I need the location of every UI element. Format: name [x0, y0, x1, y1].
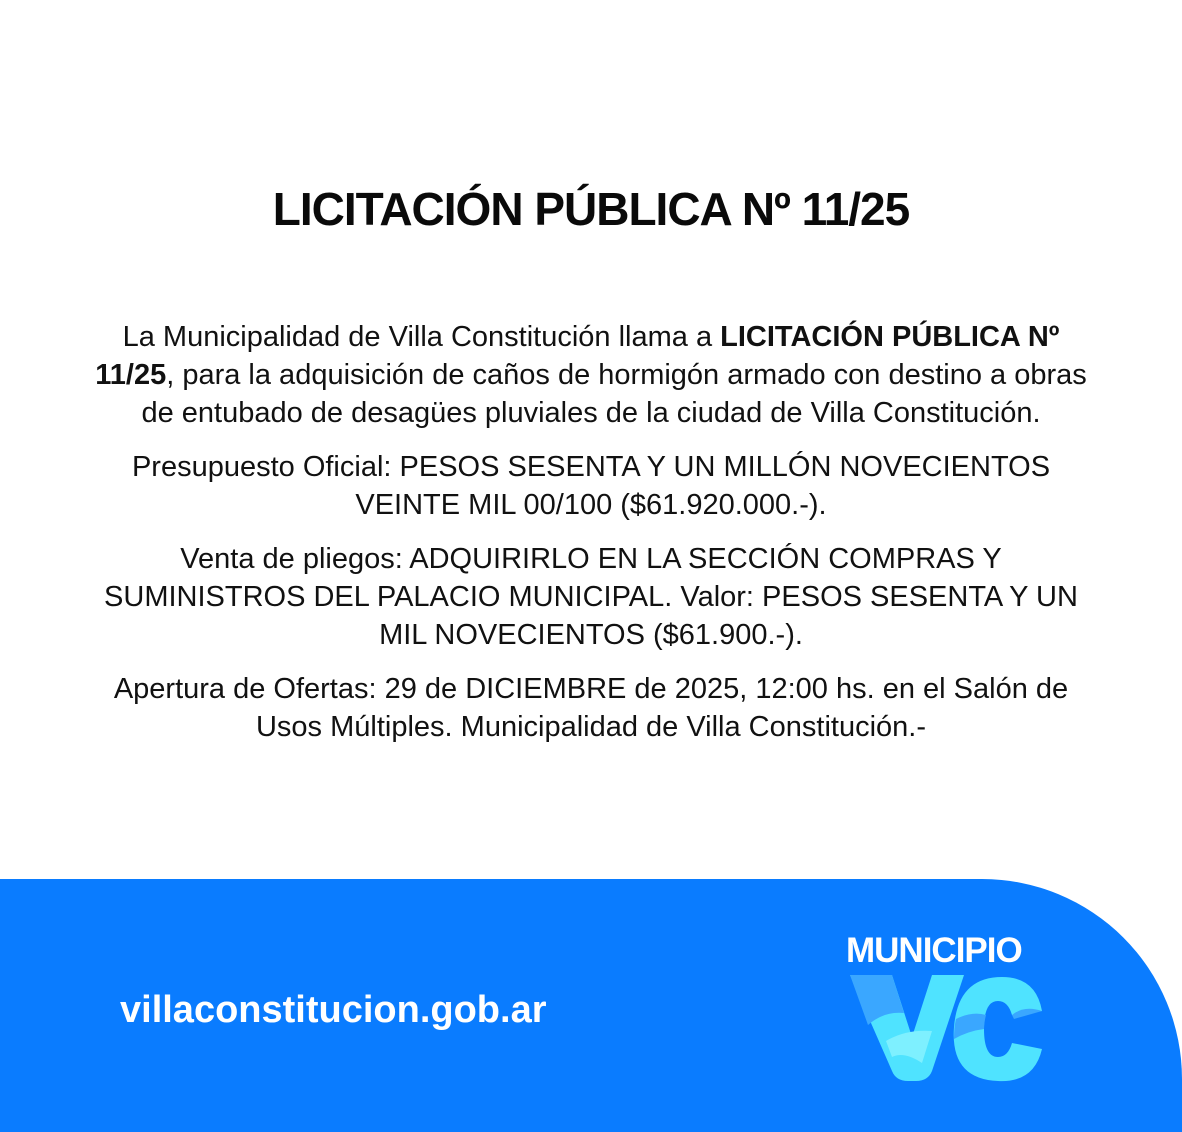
- intro-text-end: , para la adquisición de caños de hormigón armado con destino a obras de entubado de desagües pluviales de la ciudad de Villa Constitución.: [141, 359, 1087, 429]
- vc-logo-icon: [846, 971, 1046, 1086]
- intro-text-bold: LICITACIÓN PÚBLICA Nº 11/25: [95, 321, 1060, 391]
- website-link[interactable]: villaconstitucion.gob.ar: [120, 989, 547, 1031]
- opening-paragraph: Apertura de Ofertas: 29 de DICIEMBRE de 2025, 12:00 hs. en el Salón de Usos Múltiples. Municipalidad de Villa Constitución.-: [113, 673, 1069, 743]
- intro-text-start: La Municipalidad de Villa Constitución llama a: [122, 321, 721, 353]
- intro-paragraph: [90, 318, 1092, 432]
- page-title: LICITACIÓN PÚBLICA Nº 11/25: [272, 182, 910, 235]
- logo-wordmark: MUNICIPIO: [846, 931, 1022, 970]
- budget-paragraph: Presupuesto Oficial: PESOS SESENTA Y UN MILLÓN NOVECIENTOS VEINTE MIL 00/100 ($61.920.000.-).: [131, 451, 1051, 521]
- sale-paragraph: Venta de pliegos: ADQUIRIRLO EN LA SECCIÓN COMPRAS Y SUMINISTROS DEL PALACIO MUNICIPAL. Valor: PESOS SESENTA Y UN MIL NOVECIENTOS ($61.900.-).: [104, 543, 1078, 651]
- municipio-vc-logo: [846, 931, 1046, 1091]
- announcement-body: [90, 318, 1092, 762]
- footer-banner: [0, 879, 1182, 1132]
